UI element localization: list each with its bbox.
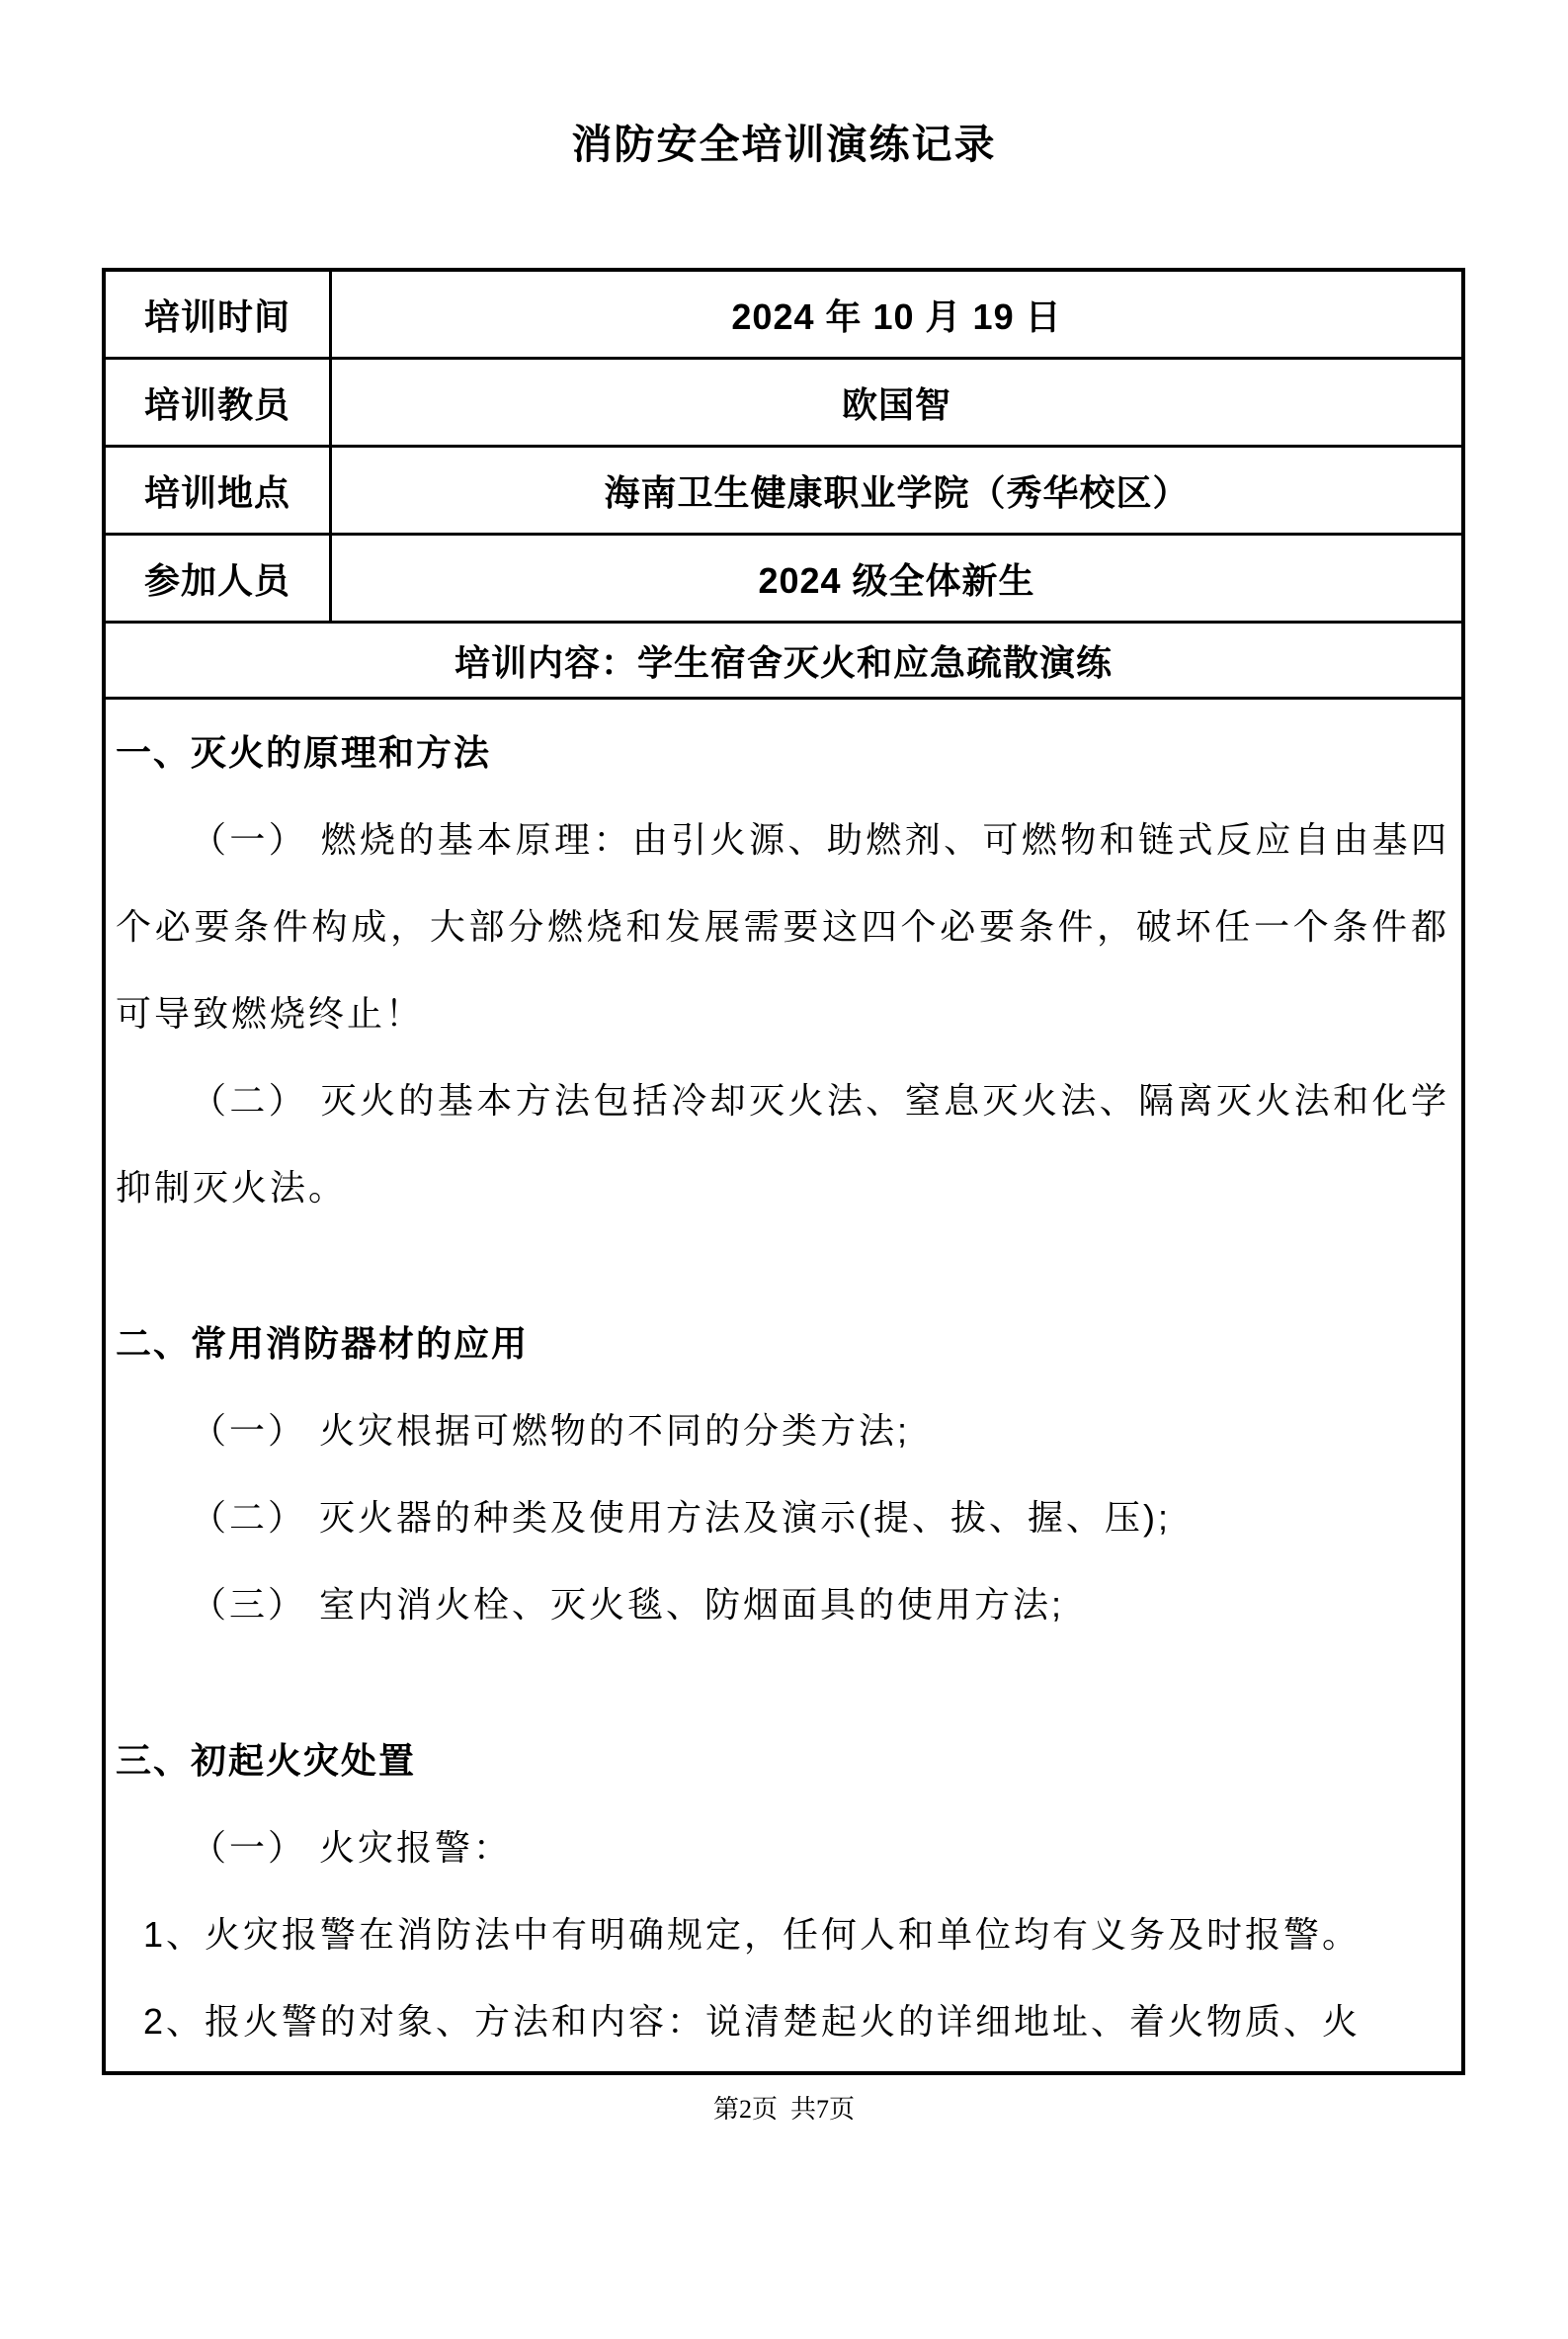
body-paragraph: 1、火灾报警在消防法中有明确规定，任何人和单位均有义务及时报警。 (143, 1914, 1362, 1956)
row-label-trainer: 培训教员 (104, 359, 331, 447)
training-record-table (102, 268, 1465, 2075)
table-row-content-header (104, 623, 1463, 699)
row-value-location: 海南卫生健康职业学院（秀华校区） (331, 447, 1464, 535)
body-paragraph: （二） 灭火器的种类及使用方法及演示(提、拔、握、压); (191, 1497, 1171, 1539)
training-content-header: 培训内容：学生宿舍灭火和应急疏散演练 (104, 623, 1463, 699)
row-label-location: 培训地点 (104, 447, 331, 535)
table-row-body (104, 699, 1463, 2074)
section-heading-3: 三、初起火灾处置 (116, 1740, 417, 1782)
row-value-training-time: 2024 年 10 月 19 日 (331, 270, 1464, 359)
table-row-training-time (104, 270, 1463, 359)
table-row-participants (104, 535, 1463, 623)
table-row-trainer (104, 359, 1463, 447)
body-paragraph: （二） 灭火的基本方法包括冷却灭火法、窒息灭火法、隔离灭火法和化学抑制灭火法。 (116, 1080, 1449, 1209)
row-value-trainer: 欧国智 (331, 359, 1464, 447)
body-paragraph: （三） 室内消火栓、灭火毯、防烟面具的使用方法; (191, 1584, 1065, 1626)
document-page (0, 121, 1568, 2339)
row-value-participants: 2024 级全体新生 (331, 535, 1464, 623)
page-number-indicator: 第2页 共7页 (712, 2095, 855, 2125)
row-label-participants: 参加人员 (104, 535, 331, 623)
row-label-training-time: 培训时间 (104, 270, 331, 359)
paragraph-spacer (116, 1648, 1449, 1717)
section-heading-1: 一、灭火的原理和方法 (116, 732, 492, 774)
body-paragraph: （一） 燃烧的基本原理：由引火源、助燃剂、可燃物和链式反应自由基四个必要条件构成，大部分燃烧和发展需要这四个必要条件，破坏任一个条件都可导致燃烧终止！ (116, 819, 1449, 1035)
body-paragraph: 2、报火警的对象、方法和内容：说清楚起火的详细地址、着火物质、火 (143, 2001, 1362, 2043)
training-content-body (104, 699, 1463, 2074)
body-paragraph: （一） 火灾根据可燃物的不同的分类方法; (191, 1410, 911, 1452)
page-title: 消防安全培训演练记录 (571, 122, 997, 167)
table-row-location (104, 447, 1463, 535)
paragraph-spacer (116, 1231, 1449, 1300)
section-heading-2: 二、常用消防器材的应用 (116, 1323, 530, 1365)
body-paragraph: （一） 火灾报警： (191, 1827, 513, 1869)
